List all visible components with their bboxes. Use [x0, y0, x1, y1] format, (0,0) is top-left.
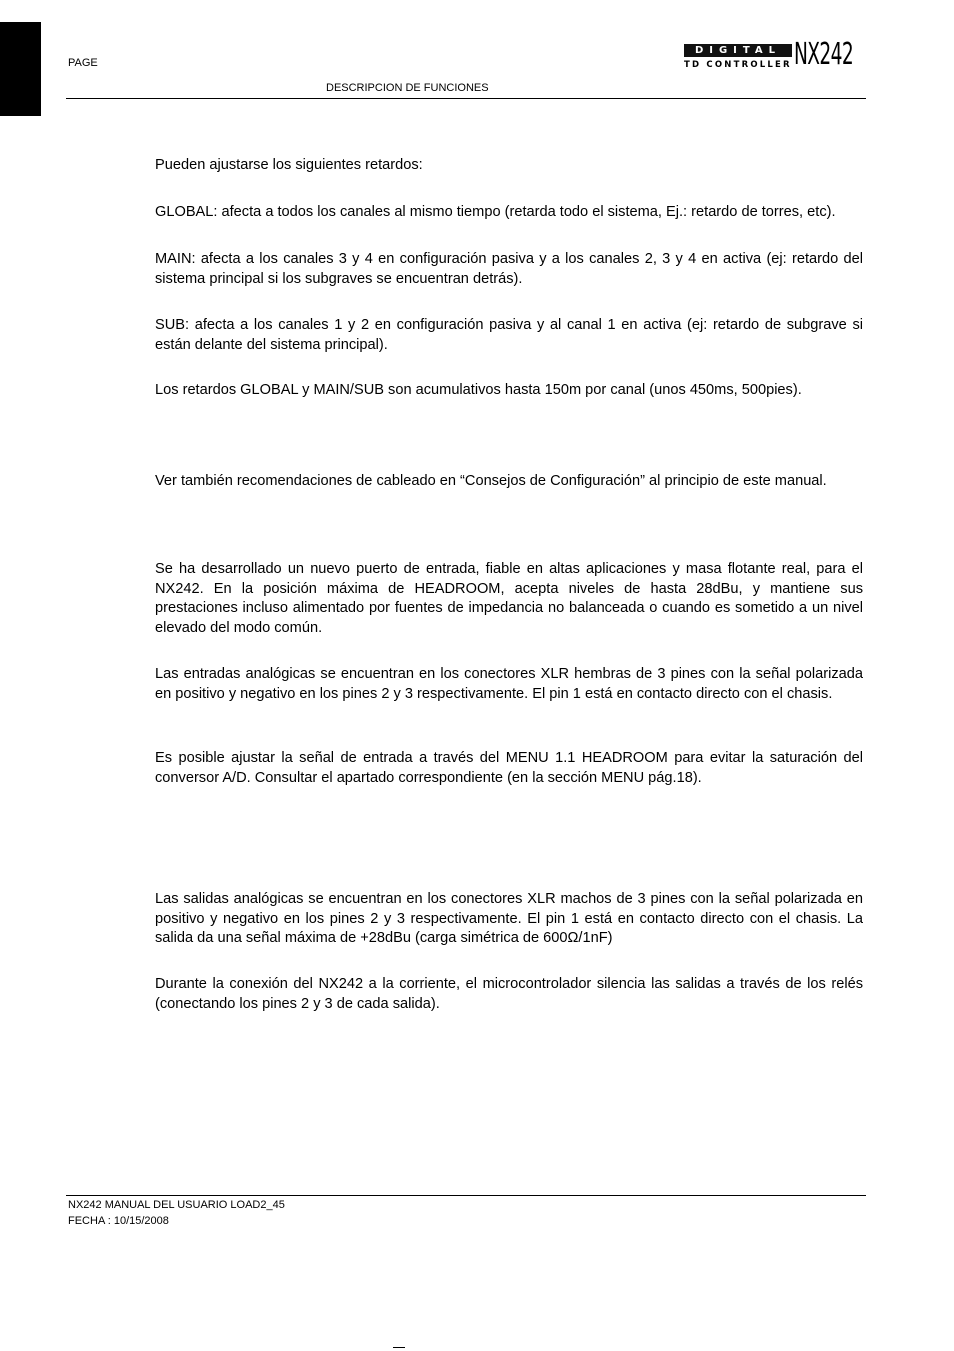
footer-manual-title: NX242 MANUAL DEL USUARIO LOAD2_45 — [68, 1199, 285, 1211]
footer-date: FECHA : 10/15/2008 — [68, 1215, 169, 1227]
paragraph-delays-intro: Pueden ajustarse los siguientes retardos: — [155, 157, 423, 173]
bottom-dash-mark — [393, 1347, 405, 1348]
paragraph-power-on-mute: Durante la conexión del NX242 a la corriente, el microcontrolador silencia las salidas a través de los relés (conectando los pines 2 y 3 de cada salida). — [155, 976, 863, 1012]
side-tab-marker — [0, 22, 41, 116]
paragraph-headroom: Es posible ajustar la señal de entrada a través del MENU 1.1 HEADROOM para evitar la saturación del conversor A/D. Consultar el apartado correspondiente (en la sección MENU pág.18). — [155, 750, 863, 786]
paragraph-analog-outputs: Las salidas analógicas se encuentran en los conectores XLR machos de 3 pines con la señal polarizada en positivo y negativo en los pines 2 y 3 respectivamente. El pin 1 está en contacto directo con el chasis. La salida da una señal máxima de +28dBu (carga simétrica de 600Ω/1nF) — [155, 891, 863, 946]
logo-model-text: NX242 — [794, 37, 854, 72]
paragraph-global-delay: GLOBAL: afecta a todos los canales al mismo tiempo (retarda todo el sistema, Ej.: retardo de torres, etc). — [155, 204, 836, 220]
paragraph-cabling-note: Ver también recomendaciones de cableado en “Consejos de Configuración” al principio de este manual. — [155, 473, 827, 489]
section-title: DESCRIPCION DE FUNCIONES — [326, 82, 489, 94]
paragraph-input-port: Se ha desarrollado un nuevo puerto de entrada, fiable en altas aplicaciones y masa flotante real, para el NX242. En la posición máxima de HEADROOM, acepta niveles de hasta 28dBu, y mantiene sus prestaciones incluso alimentado por fuentes de impedancia no balanceada o cuando es sometido a un nivel elevado del modo común. — [155, 561, 863, 636]
paragraph-sub-delay: SUB: afecta a los canales 1 y 2 en configuración pasiva y al canal 1 en activa (ej: retardo de subgrave si están delante del sistema principal). — [155, 317, 863, 353]
paragraph-delay-accumulation: Los retardos GLOBAL y MAIN/SUB son acumulativos hasta 150m por canal (unos 450ms, 500pies). — [155, 382, 802, 398]
footer-divider — [66, 1195, 866, 1196]
page-label: PAGE — [68, 57, 98, 69]
brand-logo — [684, 37, 868, 74]
header-divider — [66, 98, 866, 99]
logo-digital-text: DIGITAL — [684, 44, 792, 57]
paragraph-main-delay: MAIN: afecta a los canales 3 y 4 en configuración pasiva y a los canales 2, 3 y 4 en activa (ej: retardo del sistema principal si los subgraves se encuentran detrás). — [155, 251, 863, 287]
paragraph-analog-inputs: Las entradas analógicas se encuentran en los conectores XLR hembras de 3 pines con la señal polarizada en positivo y negativo en los pines 2 y 3 respectivamente. El pin 1 está en contacto directo con el chasis. — [155, 666, 863, 702]
logo-td-controller-text: TD CONTROLLER — [684, 60, 792, 70]
